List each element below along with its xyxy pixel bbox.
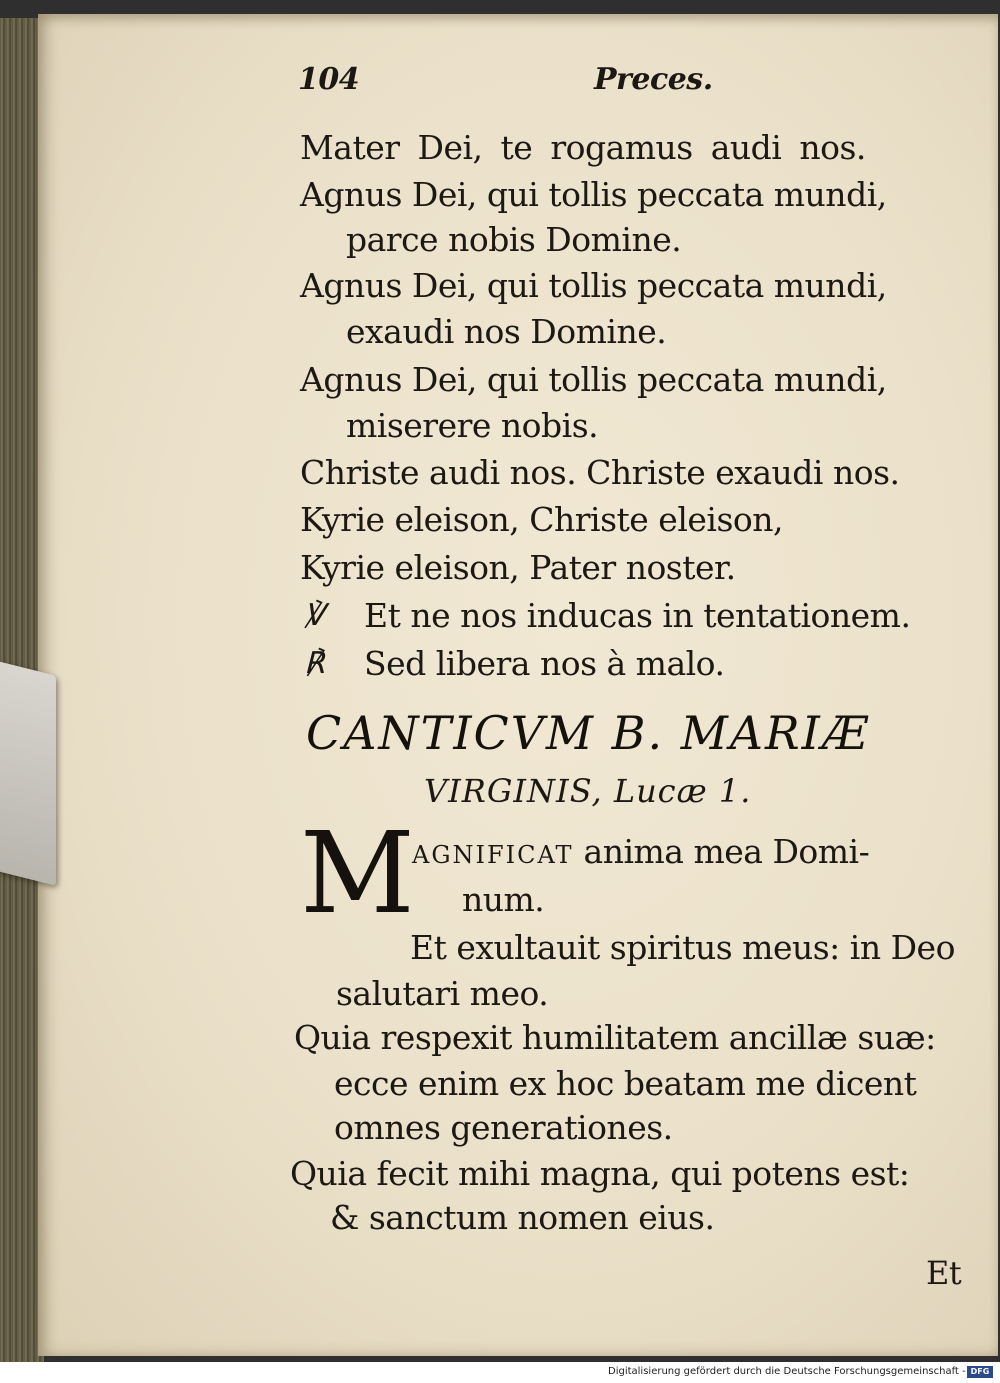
drop-capital: M: [300, 809, 415, 939]
dfg-logo: DFG: [967, 1366, 993, 1378]
canticle-line-1: Et exultauit spiritus meus: in Deo: [410, 928, 955, 967]
text-line-9: Kyrie eleison, Christe eleison,: [300, 500, 783, 539]
response-text: Sed libera nos à malo.: [364, 644, 725, 683]
canticle-first-line-cont: num.: [462, 880, 545, 919]
response-symbol: ℟: [304, 646, 325, 681]
text-line-2: Agnus Dei, qui tollis peccata mundi,: [300, 175, 887, 214]
text-line-5: exaudi nos Domine.: [346, 312, 667, 351]
text-line-7: miserere nobis.: [346, 406, 599, 445]
text-line-6: Agnus Dei, qui tollis peccata mundi,: [300, 360, 887, 399]
text-line-4: Agnus Dei, qui tollis peccata mundi,: [300, 266, 887, 305]
canticle-line-4: ecce enim ex hoc beatam me dicent: [334, 1064, 917, 1103]
canticle-first-line: [412, 832, 869, 871]
canticle-line-2: salutari meo.: [336, 974, 549, 1013]
canticle-subtitle: VIRGINIS, Lucæ 1.: [424, 772, 752, 810]
page-number: 104: [298, 62, 360, 97]
bookmark-ribbon: [0, 660, 56, 885]
text-line-1: Mater Dei, te rogamus audi nos.: [300, 128, 866, 167]
versicle-text: Et ne nos inducas in tentationem.: [364, 596, 911, 635]
first-word-small-caps: AGNIFICAT: [412, 841, 574, 869]
running-title: Preces.: [594, 62, 713, 97]
first-line-rest: anima mea Domi-: [583, 832, 870, 871]
text-line-10: Kyrie eleison, Pater noster.: [300, 548, 736, 587]
canticle-title: CANTICVM B. MARIÆ: [306, 706, 870, 760]
canticle-line-6: Quia fecit mihi magna, qui potens est:: [290, 1154, 910, 1193]
canticle-line-7: & sanctum nomen eius.: [330, 1198, 715, 1237]
versicle-symbol: ℣: [304, 598, 325, 633]
canticle-line-3: Quia respexit humilitatem ancillæ suæ:: [294, 1018, 936, 1057]
canticle-line-5: omnes generationes.: [334, 1108, 673, 1147]
catchword: Et: [926, 1254, 962, 1292]
digitization-credit: Digitalisierung gefördert durch die Deutsche Forschungsgemeinschaft -: [608, 1366, 966, 1377]
text-line-8: Christe audi nos. Christe exaudi nos.: [300, 453, 900, 492]
text-line-3: parce nobis Domine.: [346, 220, 682, 259]
